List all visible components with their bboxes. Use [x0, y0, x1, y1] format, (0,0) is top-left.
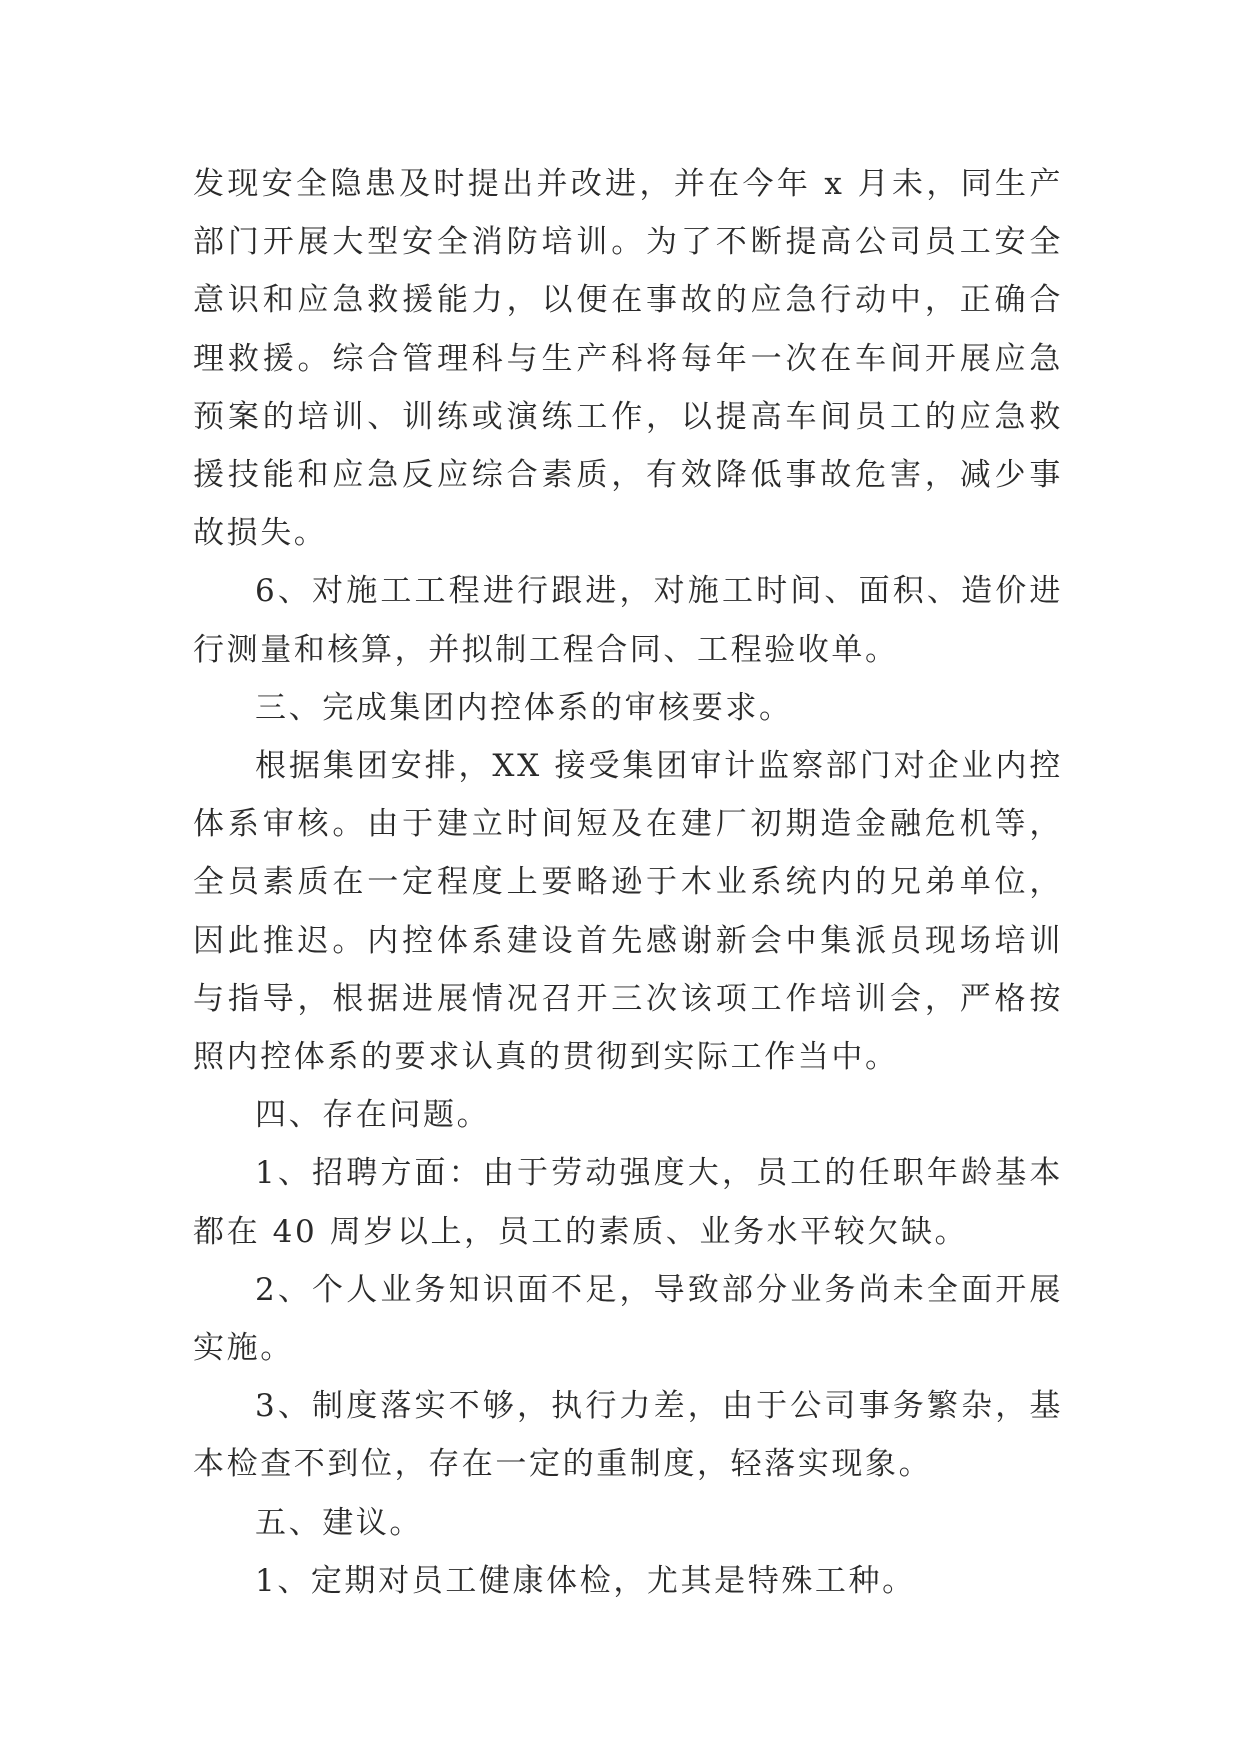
document-body [193, 155, 1063, 1610]
paragraph-problem-execution: 3、制度落实不够，执行力差，由于公司事务繁杂，基本检查不到位，存在一定的重制度，轻落实现象。 [193, 1388, 1063, 1483]
section-heading-internal-control: 三、完成集团内控体系的审核要求。 [255, 689, 793, 726]
paragraph-problem-knowledge: 2、个人业务知识面不足，导致部分业务尚未全面开展实施。 [193, 1271, 1063, 1367]
paragraph-construction-followup: 6、对施工工程进行跟进，对施工时间、面积、造价进行测量和核算，并拟制工程合同、工程验收单。 [193, 573, 1063, 668]
paragraph-suggestion-health-check: 1、定期对员工健康体检，尤其是特殊工种。 [255, 1562, 916, 1599]
paragraph-problem-recruitment: 1、招聘方面：由于劳动强度大，员工的任职年龄基本都在 40 周岁以上，员工的素质、业务水平较欠缺。 [193, 1155, 1063, 1250]
section-heading-suggestions: 五、建议。 [255, 1504, 423, 1541]
paragraph-safety-training: 发现安全隐患及时提出并改进，并在今年 x 月未，同生产部门开展大型安全消防培训。为了不断提高公司员工安全意识和应急救援能力，以便在事故的应急行动中，正确合理救援。综合管理科与生产科将每年一次在车间开展应急预案的培训、训练或演练工作，以提高车间员工的应急救援技能和应急反应综合素质，有效降低事故危害，减少事故损失。 [193, 166, 1063, 552]
paragraph-internal-control-audit: 根据集团安排，XX 接受集团审计监察部门对企业内控体系审核。由于建立时间短及在建厂初期造金融危机等，全员素质在一定程度上要略逊于木业系统内的兄弟单位，因此推迟。内控体系建设首先感谢新会中集派员现场培训与指导，根据进展情况召开三次该项工作培训会，严格按照内控体系的要求认真的贯彻到实际工作当中。 [193, 748, 1063, 1076]
section-heading-problems: 四、存在问题。 [255, 1097, 491, 1134]
